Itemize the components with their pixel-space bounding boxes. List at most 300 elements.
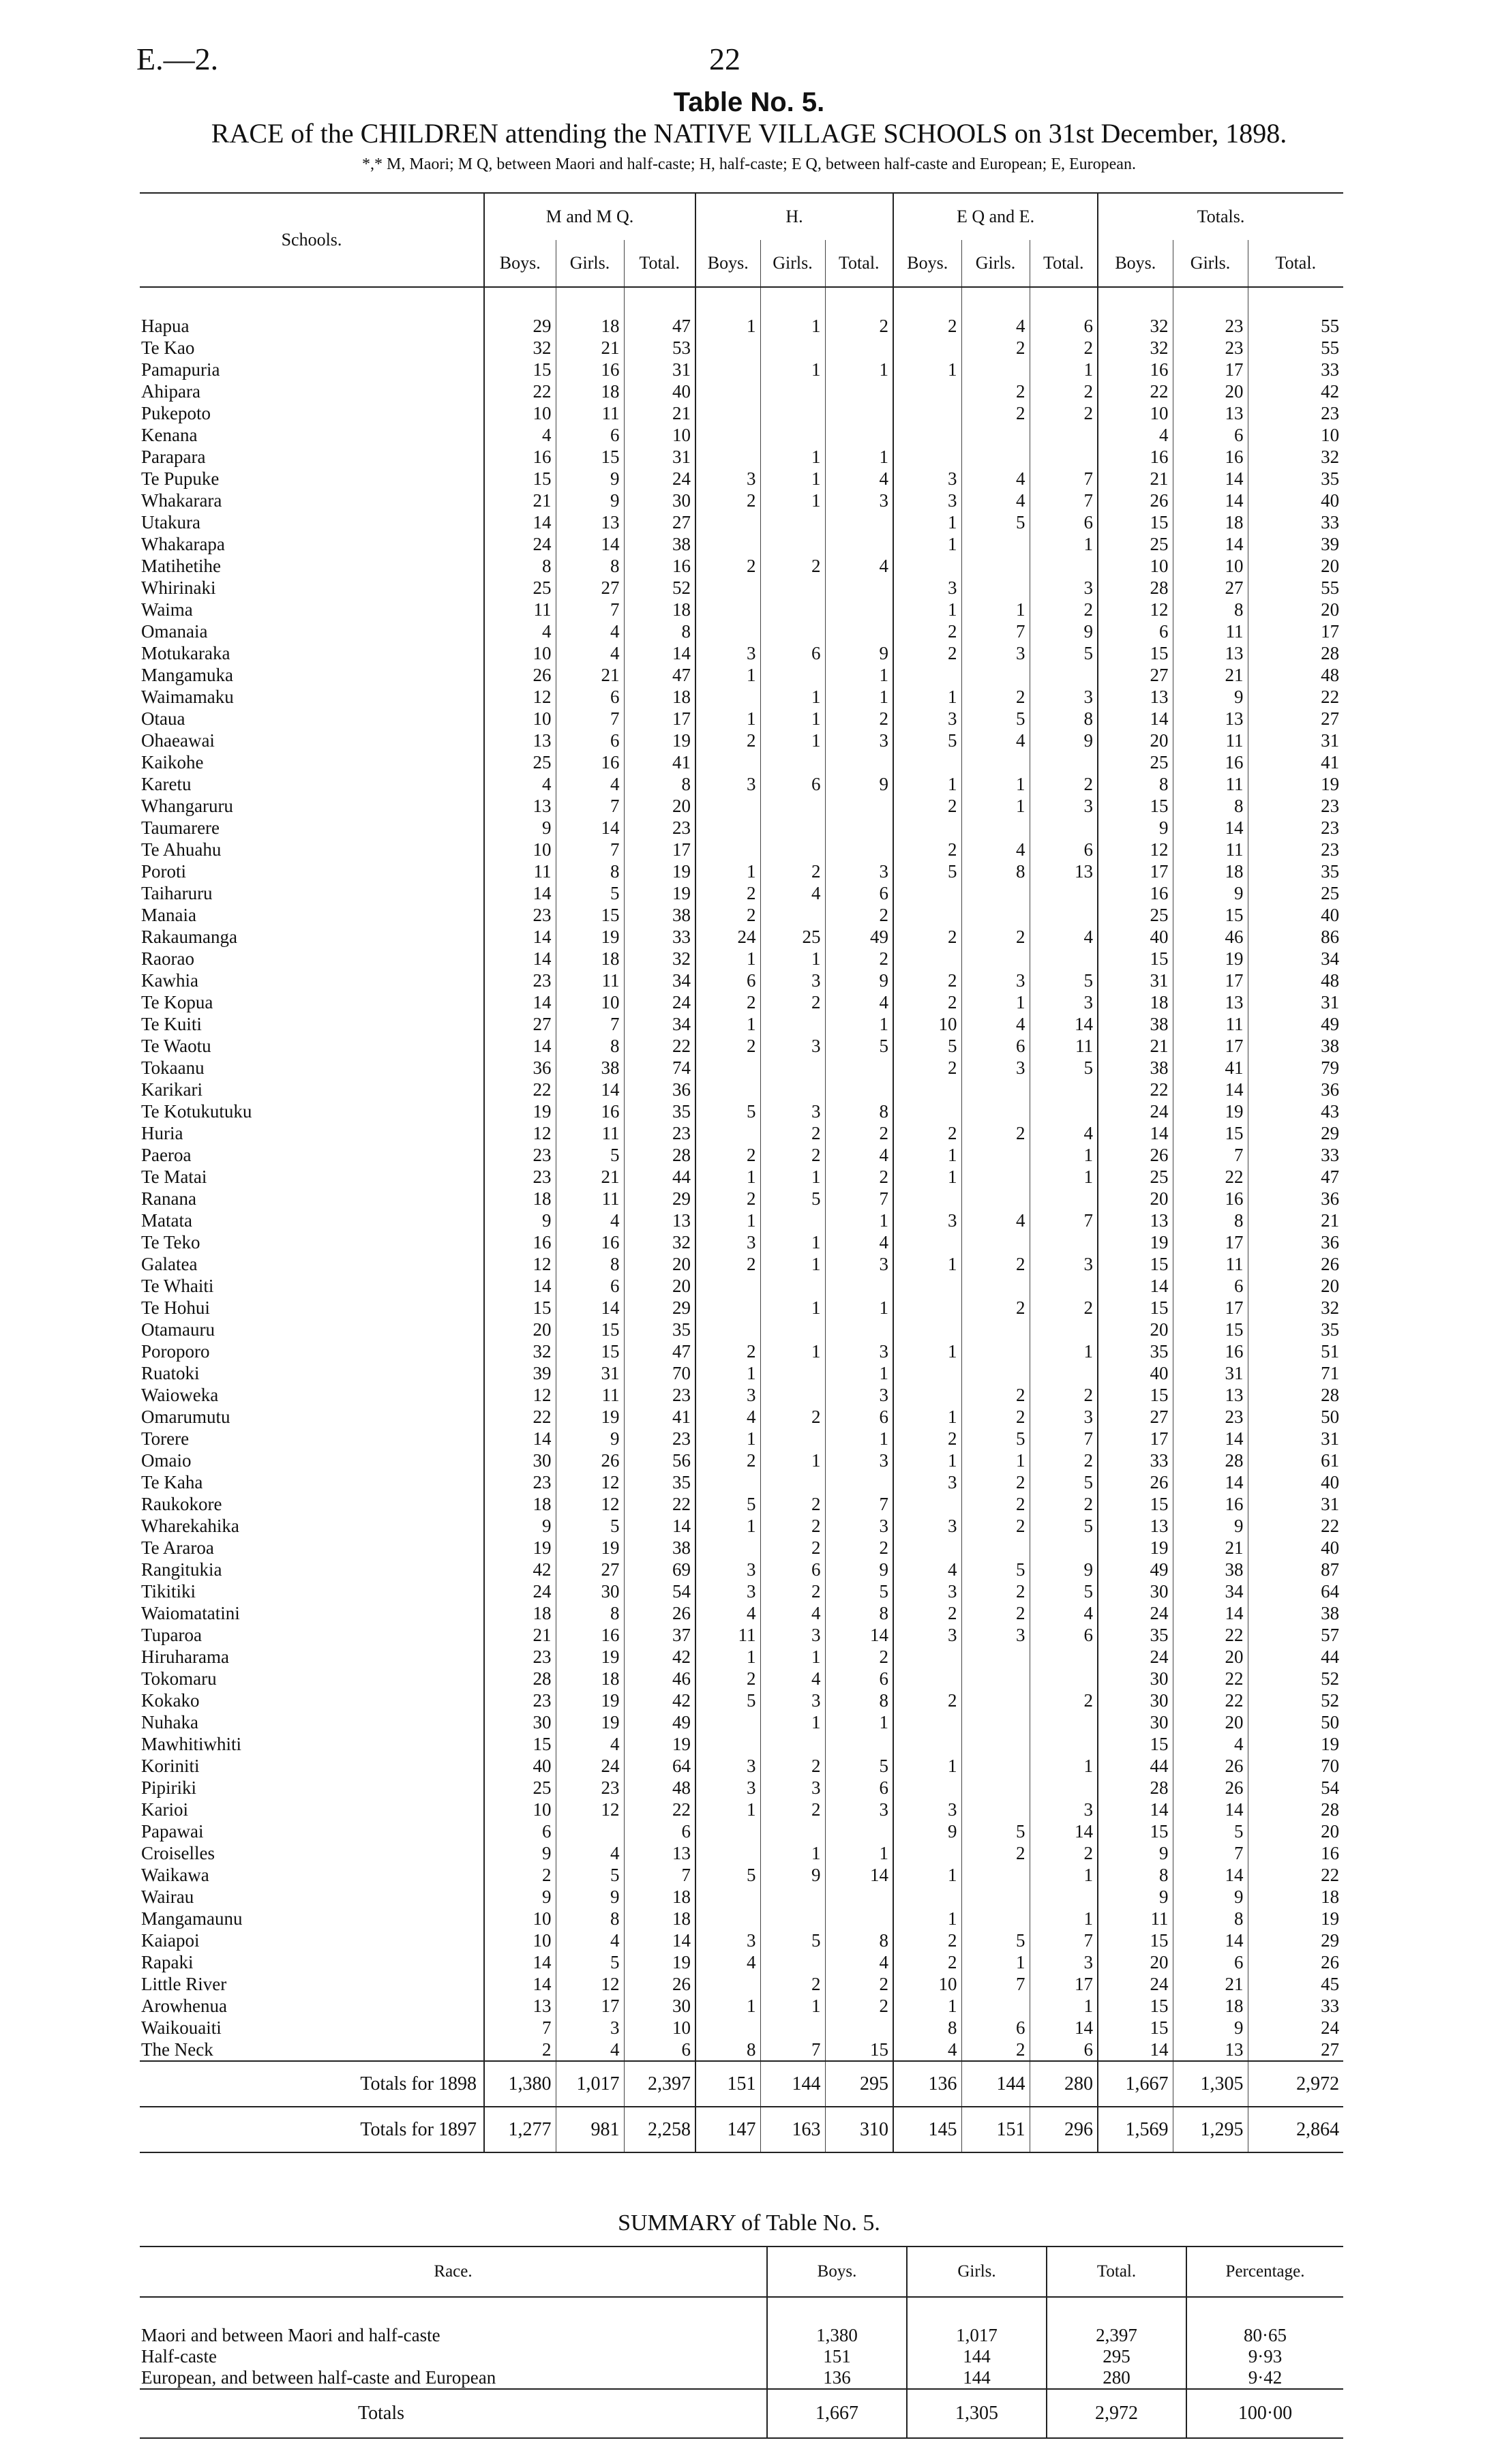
value-cell: 1 bbox=[1030, 1995, 1098, 2017]
value-cell bbox=[825, 751, 893, 773]
school-name: Tikitiki bbox=[141, 1581, 196, 1602]
value-cell bbox=[695, 1275, 760, 1297]
value-cell: 1 bbox=[893, 1449, 961, 1471]
value-cell bbox=[961, 1340, 1030, 1362]
school-name: Te Kuiti bbox=[141, 1014, 202, 1034]
school-name: Ohaeawai bbox=[141, 730, 215, 751]
value-cell: 1 bbox=[695, 1646, 760, 1668]
value-cell: 3 bbox=[760, 970, 825, 991]
value-cell: 1,380 bbox=[484, 2061, 556, 2107]
school-row bbox=[140, 337, 1343, 359]
value-cell bbox=[893, 1319, 961, 1340]
value-cell bbox=[961, 1733, 1030, 1755]
summary-col-total: Total. bbox=[1047, 2247, 1186, 2297]
value-cell: 57 bbox=[1248, 1624, 1343, 1646]
value-cell: 18 bbox=[1173, 511, 1248, 533]
value-cell bbox=[760, 817, 825, 839]
school-name: Wharekahika bbox=[141, 1516, 239, 1536]
value-cell: 20 bbox=[484, 1319, 556, 1340]
school-row bbox=[140, 664, 1343, 686]
value-cell: 2,258 bbox=[624, 2107, 695, 2152]
value-cell: 4 bbox=[961, 1210, 1030, 1231]
value-cell bbox=[961, 664, 1030, 686]
value-cell: 145 bbox=[893, 2107, 961, 2152]
value-cell: 5 bbox=[1030, 970, 1098, 991]
value-cell: 15 bbox=[484, 1297, 556, 1319]
value-cell: 51 bbox=[1248, 1340, 1343, 1362]
value-cell: 40 bbox=[484, 1755, 556, 1777]
value-cell: 35 bbox=[1098, 1624, 1173, 1646]
value-cell bbox=[961, 533, 1030, 555]
value-cell: 1 bbox=[961, 773, 1030, 795]
value-cell: 2 bbox=[961, 1842, 1030, 1864]
value-cell: 25 bbox=[760, 926, 825, 948]
race-label: Totals bbox=[358, 2403, 405, 2424]
value-cell bbox=[961, 1886, 1030, 1908]
value-cell: 26 bbox=[624, 1602, 695, 1624]
value-cell: 8 bbox=[624, 773, 695, 795]
value-cell: 48 bbox=[1248, 970, 1343, 991]
summary-value: 100·00 bbox=[1186, 2389, 1343, 2438]
value-cell: 19 bbox=[624, 1951, 695, 1973]
value-cell: 9 bbox=[484, 1886, 556, 1908]
value-cell: 9 bbox=[1173, 686, 1248, 708]
value-cell bbox=[825, 1275, 893, 1297]
value-cell: 5 bbox=[556, 1515, 624, 1537]
value-cell: 7 bbox=[556, 795, 624, 817]
value-cell: 2 bbox=[695, 1449, 760, 1471]
value-cell: 28 bbox=[1248, 1384, 1343, 1406]
value-cell: 3 bbox=[695, 1580, 760, 1602]
value-cell: 14 bbox=[1098, 1122, 1173, 1144]
value-cell: 20 bbox=[1248, 1820, 1343, 1842]
value-cell: 38 bbox=[556, 1057, 624, 1079]
value-cell bbox=[825, 1319, 893, 1340]
value-cell: 17 bbox=[1098, 1428, 1173, 1449]
summary-total-row bbox=[140, 2389, 1343, 2438]
value-cell: 5 bbox=[1030, 642, 1098, 664]
school-name: Koriniti bbox=[141, 1756, 200, 1776]
value-cell: 46 bbox=[624, 1668, 695, 1689]
value-cell: 31 bbox=[1248, 1493, 1343, 1515]
value-cell: 4 bbox=[556, 1733, 624, 1755]
value-cell: 20 bbox=[1248, 555, 1343, 577]
value-cell: 14 bbox=[1173, 1864, 1248, 1886]
school-name: Waikouaiti bbox=[141, 2017, 222, 2038]
value-cell: 20 bbox=[624, 1275, 695, 1297]
value-cell: 4 bbox=[825, 468, 893, 490]
value-cell bbox=[760, 620, 825, 642]
value-cell: 49 bbox=[1098, 1559, 1173, 1580]
value-cell: 1 bbox=[695, 1428, 760, 1449]
value-cell: 21 bbox=[1098, 468, 1173, 490]
value-cell: 17 bbox=[556, 1995, 624, 2017]
value-cell: 2 bbox=[961, 686, 1030, 708]
value-cell: 17 bbox=[624, 839, 695, 860]
school-name: Huria bbox=[141, 1123, 183, 1143]
school-name: Karetu bbox=[141, 774, 192, 794]
value-cell bbox=[893, 337, 961, 359]
value-cell bbox=[893, 1362, 961, 1384]
value-cell: 3 bbox=[1030, 795, 1098, 817]
value-cell: 1 bbox=[695, 1166, 760, 1188]
value-cell: 10 bbox=[1098, 555, 1173, 577]
value-cell: 15 bbox=[484, 1733, 556, 1755]
value-cell: 1 bbox=[760, 1711, 825, 1733]
value-cell: 31 bbox=[1248, 730, 1343, 751]
value-cell bbox=[695, 620, 760, 642]
value-cell: 6 bbox=[760, 773, 825, 795]
value-cell: 16 bbox=[556, 1624, 624, 1646]
value-cell: 2 bbox=[760, 860, 825, 882]
value-cell: 42 bbox=[624, 1689, 695, 1711]
school-row bbox=[140, 817, 1343, 839]
value-cell: 3 bbox=[825, 1340, 893, 1362]
value-cell: 9 bbox=[556, 468, 624, 490]
value-cell: 8 bbox=[825, 1689, 893, 1711]
value-cell: 20 bbox=[1173, 380, 1248, 402]
summary-value: 2,972 bbox=[1047, 2389, 1186, 2438]
school-row bbox=[140, 1057, 1343, 1079]
value-cell: 3 bbox=[556, 2017, 624, 2039]
school-name: Kawhia bbox=[141, 970, 198, 991]
value-cell: 24 bbox=[1098, 1973, 1173, 1995]
value-cell: 32 bbox=[1248, 1297, 1343, 1319]
value-cell bbox=[961, 1079, 1030, 1100]
value-cell bbox=[760, 1820, 825, 1842]
value-cell: 2,972 bbox=[1248, 2061, 1343, 2107]
summary-value: 2,397 bbox=[1047, 2325, 1186, 2346]
value-cell: 4 bbox=[760, 1602, 825, 1624]
value-cell: 1 bbox=[760, 468, 825, 490]
value-cell bbox=[760, 1908, 825, 1929]
value-cell bbox=[893, 1297, 961, 1319]
value-cell: 1 bbox=[1030, 1755, 1098, 1777]
value-cell: 1 bbox=[760, 1340, 825, 1362]
value-cell: 2 bbox=[695, 1340, 760, 1362]
value-cell: 2 bbox=[893, 991, 961, 1013]
school-name: Tuparoa bbox=[141, 1625, 203, 1645]
value-cell: 38 bbox=[1248, 1035, 1343, 1057]
value-cell bbox=[695, 511, 760, 533]
value-cell bbox=[760, 1428, 825, 1449]
school-row bbox=[140, 1210, 1343, 1231]
value-cell: 29 bbox=[1248, 1929, 1343, 1951]
value-cell: 4 bbox=[1030, 926, 1098, 948]
value-cell: 19 bbox=[1098, 1231, 1173, 1253]
value-cell bbox=[1030, 1100, 1098, 1122]
value-cell: 79 bbox=[1248, 1057, 1343, 1079]
value-cell: 15 bbox=[556, 1319, 624, 1340]
school-name: Rangitukia bbox=[141, 1559, 222, 1580]
value-cell bbox=[1030, 904, 1098, 926]
value-cell bbox=[695, 1057, 760, 1079]
value-cell: 27 bbox=[1173, 577, 1248, 599]
value-cell: 3 bbox=[1030, 991, 1098, 1013]
subheader-boys: Boys. bbox=[695, 240, 760, 287]
school-name: Kokako bbox=[141, 1690, 200, 1711]
value-cell bbox=[825, 817, 893, 839]
value-cell: 41 bbox=[624, 1406, 695, 1428]
value-cell: 26 bbox=[1098, 1471, 1173, 1493]
value-cell: 38 bbox=[624, 904, 695, 926]
value-cell: 25 bbox=[484, 1777, 556, 1799]
school-row bbox=[140, 533, 1343, 555]
value-cell: 2 bbox=[893, 1602, 961, 1624]
value-cell: 3 bbox=[760, 1624, 825, 1646]
value-cell: 1 bbox=[825, 1711, 893, 1733]
value-cell bbox=[695, 1537, 760, 1559]
summary-value: 9·42 bbox=[1186, 2367, 1343, 2389]
school-row bbox=[140, 1493, 1343, 1515]
value-cell: 2 bbox=[760, 1580, 825, 1602]
value-cell: 5 bbox=[760, 1929, 825, 1951]
value-cell: 6 bbox=[825, 1406, 893, 1428]
value-cell bbox=[825, 1733, 893, 1755]
school-name: Matata bbox=[141, 1210, 192, 1231]
value-cell: 28 bbox=[1098, 1777, 1173, 1799]
value-cell: 20 bbox=[1098, 1951, 1173, 1973]
value-cell: 1 bbox=[961, 1449, 1030, 1471]
value-cell: 1 bbox=[760, 1231, 825, 1253]
value-cell: 23 bbox=[484, 1646, 556, 1668]
value-cell: 8 bbox=[893, 2017, 961, 2039]
school-name: Otamauru bbox=[141, 1319, 215, 1340]
value-cell: 10 bbox=[893, 1013, 961, 1035]
value-cell: 36 bbox=[1248, 1231, 1343, 1253]
value-cell bbox=[695, 1319, 760, 1340]
value-cell: 4 bbox=[556, 773, 624, 795]
school-name: Raorao bbox=[141, 948, 194, 969]
value-cell: 6 bbox=[760, 642, 825, 664]
value-cell: 41 bbox=[624, 751, 695, 773]
value-cell: 26 bbox=[624, 1973, 695, 1995]
value-cell bbox=[760, 839, 825, 860]
school-row bbox=[140, 1733, 1343, 1755]
value-cell bbox=[1030, 1079, 1098, 1100]
value-cell: 4 bbox=[484, 773, 556, 795]
school-name: Te Araroa bbox=[141, 1537, 214, 1558]
value-cell: 15 bbox=[1098, 1297, 1173, 1319]
value-cell: 70 bbox=[1248, 1755, 1343, 1777]
value-cell: 9 bbox=[1030, 620, 1098, 642]
value-cell: 3 bbox=[825, 1253, 893, 1275]
value-cell: 30 bbox=[624, 1995, 695, 2017]
value-cell: 8 bbox=[556, 1908, 624, 1929]
value-cell: 22 bbox=[484, 380, 556, 402]
value-cell: 9 bbox=[484, 1515, 556, 1537]
value-cell: 1 bbox=[825, 1428, 893, 1449]
value-cell: 54 bbox=[624, 1580, 695, 1602]
value-cell: 14 bbox=[556, 817, 624, 839]
value-cell: 5 bbox=[961, 1428, 1030, 1449]
value-cell: 2 bbox=[961, 380, 1030, 402]
school-name: Utakura bbox=[141, 512, 200, 532]
school-name: Kaiapoi bbox=[141, 1930, 200, 1951]
value-cell: 1 bbox=[760, 686, 825, 708]
school-row bbox=[140, 402, 1343, 424]
school-row bbox=[140, 1384, 1343, 1406]
value-cell: 9 bbox=[825, 642, 893, 664]
value-cell: 20 bbox=[1173, 1711, 1248, 1733]
value-cell: 1 bbox=[825, 1362, 893, 1384]
value-cell bbox=[893, 904, 961, 926]
school-name: Waikawa bbox=[141, 1865, 209, 1885]
value-cell bbox=[961, 1231, 1030, 1253]
value-cell: 5 bbox=[961, 511, 1030, 533]
value-cell bbox=[695, 795, 760, 817]
value-cell: 19 bbox=[556, 926, 624, 948]
value-cell: 8 bbox=[1173, 795, 1248, 817]
value-cell: 41 bbox=[1248, 751, 1343, 773]
value-cell: 24 bbox=[624, 991, 695, 1013]
summary-value: 280 bbox=[1047, 2367, 1186, 2389]
value-cell: 3 bbox=[961, 970, 1030, 991]
value-cell: 33 bbox=[1248, 511, 1343, 533]
value-cell: 35 bbox=[1098, 1340, 1173, 1362]
value-cell bbox=[695, 599, 760, 620]
value-cell: 9 bbox=[556, 1428, 624, 1449]
school-row bbox=[140, 1559, 1343, 1580]
value-cell: 15 bbox=[1098, 1995, 1173, 2017]
value-cell: 18 bbox=[556, 380, 624, 402]
value-cell bbox=[961, 1362, 1030, 1384]
value-cell bbox=[893, 446, 961, 468]
value-cell bbox=[961, 948, 1030, 970]
school-name: Kaikohe bbox=[141, 752, 204, 772]
value-cell bbox=[695, 1842, 760, 1864]
school-row bbox=[140, 1166, 1343, 1188]
school-name: Poroti bbox=[141, 861, 187, 882]
value-cell: 4 bbox=[1173, 1733, 1248, 1755]
value-cell bbox=[893, 1886, 961, 1908]
value-cell: 30 bbox=[484, 1711, 556, 1733]
value-cell: 49 bbox=[624, 1711, 695, 1733]
value-cell: 3 bbox=[961, 642, 1030, 664]
school-name: Whangaruru bbox=[141, 796, 233, 816]
value-cell bbox=[760, 1733, 825, 1755]
value-cell: 2 bbox=[961, 1602, 1030, 1624]
value-cell: 61 bbox=[1248, 1449, 1343, 1471]
value-cell: 45 bbox=[1248, 1973, 1343, 1995]
value-cell: 2 bbox=[893, 839, 961, 860]
value-cell bbox=[961, 1711, 1030, 1733]
value-cell: 20 bbox=[1248, 1275, 1343, 1297]
value-cell: 9 bbox=[556, 1886, 624, 1908]
value-cell: 2 bbox=[484, 2039, 556, 2061]
value-cell: 11 bbox=[1173, 1253, 1248, 1275]
value-cell: 13 bbox=[1030, 860, 1098, 882]
value-cell: 10 bbox=[484, 1908, 556, 1929]
value-cell bbox=[893, 948, 961, 970]
school-row bbox=[140, 599, 1343, 620]
value-cell: 12 bbox=[484, 1122, 556, 1144]
value-cell: 7 bbox=[556, 599, 624, 620]
value-cell: 2 bbox=[1030, 380, 1098, 402]
value-cell: 38 bbox=[1098, 1013, 1173, 1035]
value-cell: 6 bbox=[961, 1035, 1030, 1057]
school-row bbox=[140, 446, 1343, 468]
value-cell bbox=[893, 1711, 961, 1733]
value-cell: 30 bbox=[1098, 1580, 1173, 1602]
value-cell: 3 bbox=[825, 1449, 893, 1471]
value-cell: 6 bbox=[760, 1559, 825, 1580]
value-cell: 3 bbox=[893, 1624, 961, 1646]
value-cell: 10 bbox=[484, 708, 556, 730]
value-cell: 15 bbox=[556, 446, 624, 468]
value-cell bbox=[695, 1297, 760, 1319]
school-name: Pukepoto bbox=[141, 403, 211, 423]
value-cell bbox=[760, 795, 825, 817]
value-cell: 3 bbox=[825, 730, 893, 751]
value-cell: 19 bbox=[1098, 1537, 1173, 1559]
race-key-note: *,* M, Maori; M Q, between Maori and half-caste; H, half-caste; E Q, between half-caste and European; E, European. bbox=[362, 155, 1136, 173]
value-cell: 26 bbox=[1173, 1755, 1248, 1777]
value-cell bbox=[961, 1319, 1030, 1340]
value-cell bbox=[893, 1842, 961, 1864]
value-cell: 54 bbox=[1248, 1777, 1343, 1799]
value-cell: 4 bbox=[556, 1210, 624, 1231]
school-row bbox=[140, 1951, 1343, 1973]
value-cell: 7 bbox=[1030, 1428, 1098, 1449]
value-cell: 1 bbox=[1030, 1864, 1098, 1886]
value-cell: 3 bbox=[760, 1035, 825, 1057]
value-cell bbox=[961, 1100, 1030, 1122]
school-name: Tokomaru bbox=[141, 1668, 217, 1689]
value-cell: 1,305 bbox=[1173, 2061, 1248, 2107]
value-cell: 19 bbox=[624, 1733, 695, 1755]
value-cell: 2,397 bbox=[624, 2061, 695, 2107]
value-cell: 11 bbox=[556, 402, 624, 424]
value-cell: 1 bbox=[695, 1013, 760, 1035]
table-subtitle: RACE of the CHILDREN attending the NATIVE VILLAGE SCHOOLS on 31st December, 1898. bbox=[211, 118, 1287, 149]
value-cell: 34 bbox=[624, 970, 695, 991]
value-cell: 38 bbox=[624, 533, 695, 555]
value-cell bbox=[1030, 1646, 1098, 1668]
value-cell: 15 bbox=[1098, 948, 1173, 970]
value-cell: 13 bbox=[484, 795, 556, 817]
summary-value: 1,305 bbox=[907, 2389, 1047, 2438]
value-cell: 40 bbox=[1098, 1362, 1173, 1384]
school-name: Waimamaku bbox=[141, 687, 234, 707]
school-name: Mangamuka bbox=[141, 665, 233, 685]
value-cell: 14 bbox=[1173, 817, 1248, 839]
value-cell: 14 bbox=[1098, 2039, 1173, 2061]
value-cell bbox=[825, 1079, 893, 1100]
value-cell: 64 bbox=[1248, 1580, 1343, 1602]
value-cell bbox=[961, 1275, 1030, 1297]
value-cell: 12 bbox=[556, 1799, 624, 1820]
value-cell bbox=[1030, 555, 1098, 577]
value-cell: 2 bbox=[961, 1122, 1030, 1144]
value-cell: 40 bbox=[1098, 926, 1173, 948]
value-cell: 7 bbox=[961, 1973, 1030, 1995]
value-cell: 15 bbox=[1098, 642, 1173, 664]
value-cell: 26 bbox=[484, 664, 556, 686]
value-cell: 2 bbox=[825, 1973, 893, 1995]
value-cell bbox=[760, 2017, 825, 2039]
value-cell: 38 bbox=[1248, 1602, 1343, 1624]
value-cell: 15 bbox=[1098, 1820, 1173, 1842]
group-h: H. bbox=[695, 193, 893, 240]
value-cell: 21 bbox=[556, 664, 624, 686]
value-cell bbox=[1030, 1668, 1098, 1689]
value-cell: 15 bbox=[1098, 795, 1173, 817]
school-name: Whirinaki bbox=[141, 577, 216, 598]
value-cell: 1 bbox=[893, 773, 961, 795]
school-name: Totals for 1897 bbox=[360, 2119, 477, 2140]
value-cell: 40 bbox=[1248, 490, 1343, 511]
